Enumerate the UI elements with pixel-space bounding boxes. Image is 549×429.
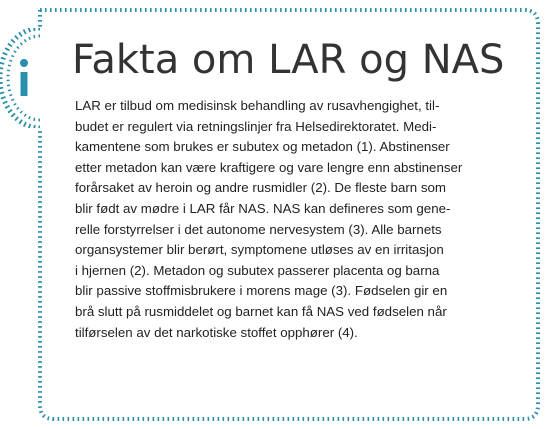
body-line: budet er regulert via retningslinjer fra Helsedirektoratet. Medi- (75, 118, 437, 134)
body-line: LAR er tilbud om medisinsk behandling av rusavhengighet, til- (75, 98, 440, 113)
body-line: brå slutt på rusmiddelet og barnet kan få NAS ved fødselen når (75, 303, 447, 319)
body-line: kamentene som brukes er subutex og metadon (1). Abstinenser (75, 139, 450, 155)
body-line: i hjernen (2). Metadon og subutex passerer placenta og barna (75, 262, 440, 278)
body-line: etter metadon kan være kraftigere og vare lengre enn abstinenser (75, 159, 463, 175)
body-line: forårsaket av heroin og andre rusmidler (2). De fleste barn som (75, 180, 447, 196)
body-line: organsystemer blir berørt, symptomene utløses av en irritasjon (75, 242, 444, 258)
fact-box-title: Fakta om LAR og NAS (72, 37, 505, 83)
body-line: tilførselen av det narkotiske stoffet opphører (4). (75, 324, 358, 340)
body-line: blir født av mødre i LAR får NAS. NAS kan defineres som gene- (75, 200, 451, 216)
body-line: blir passive stoffmisbrukere i morens mage (3). Fødselen gir en (75, 283, 448, 299)
fact-box-body (75, 96, 533, 343)
body-line: relle forstyrrelser i det autonome nervesystem (3). Alle barnets (75, 221, 442, 237)
info-icon (0, 28, 52, 128)
